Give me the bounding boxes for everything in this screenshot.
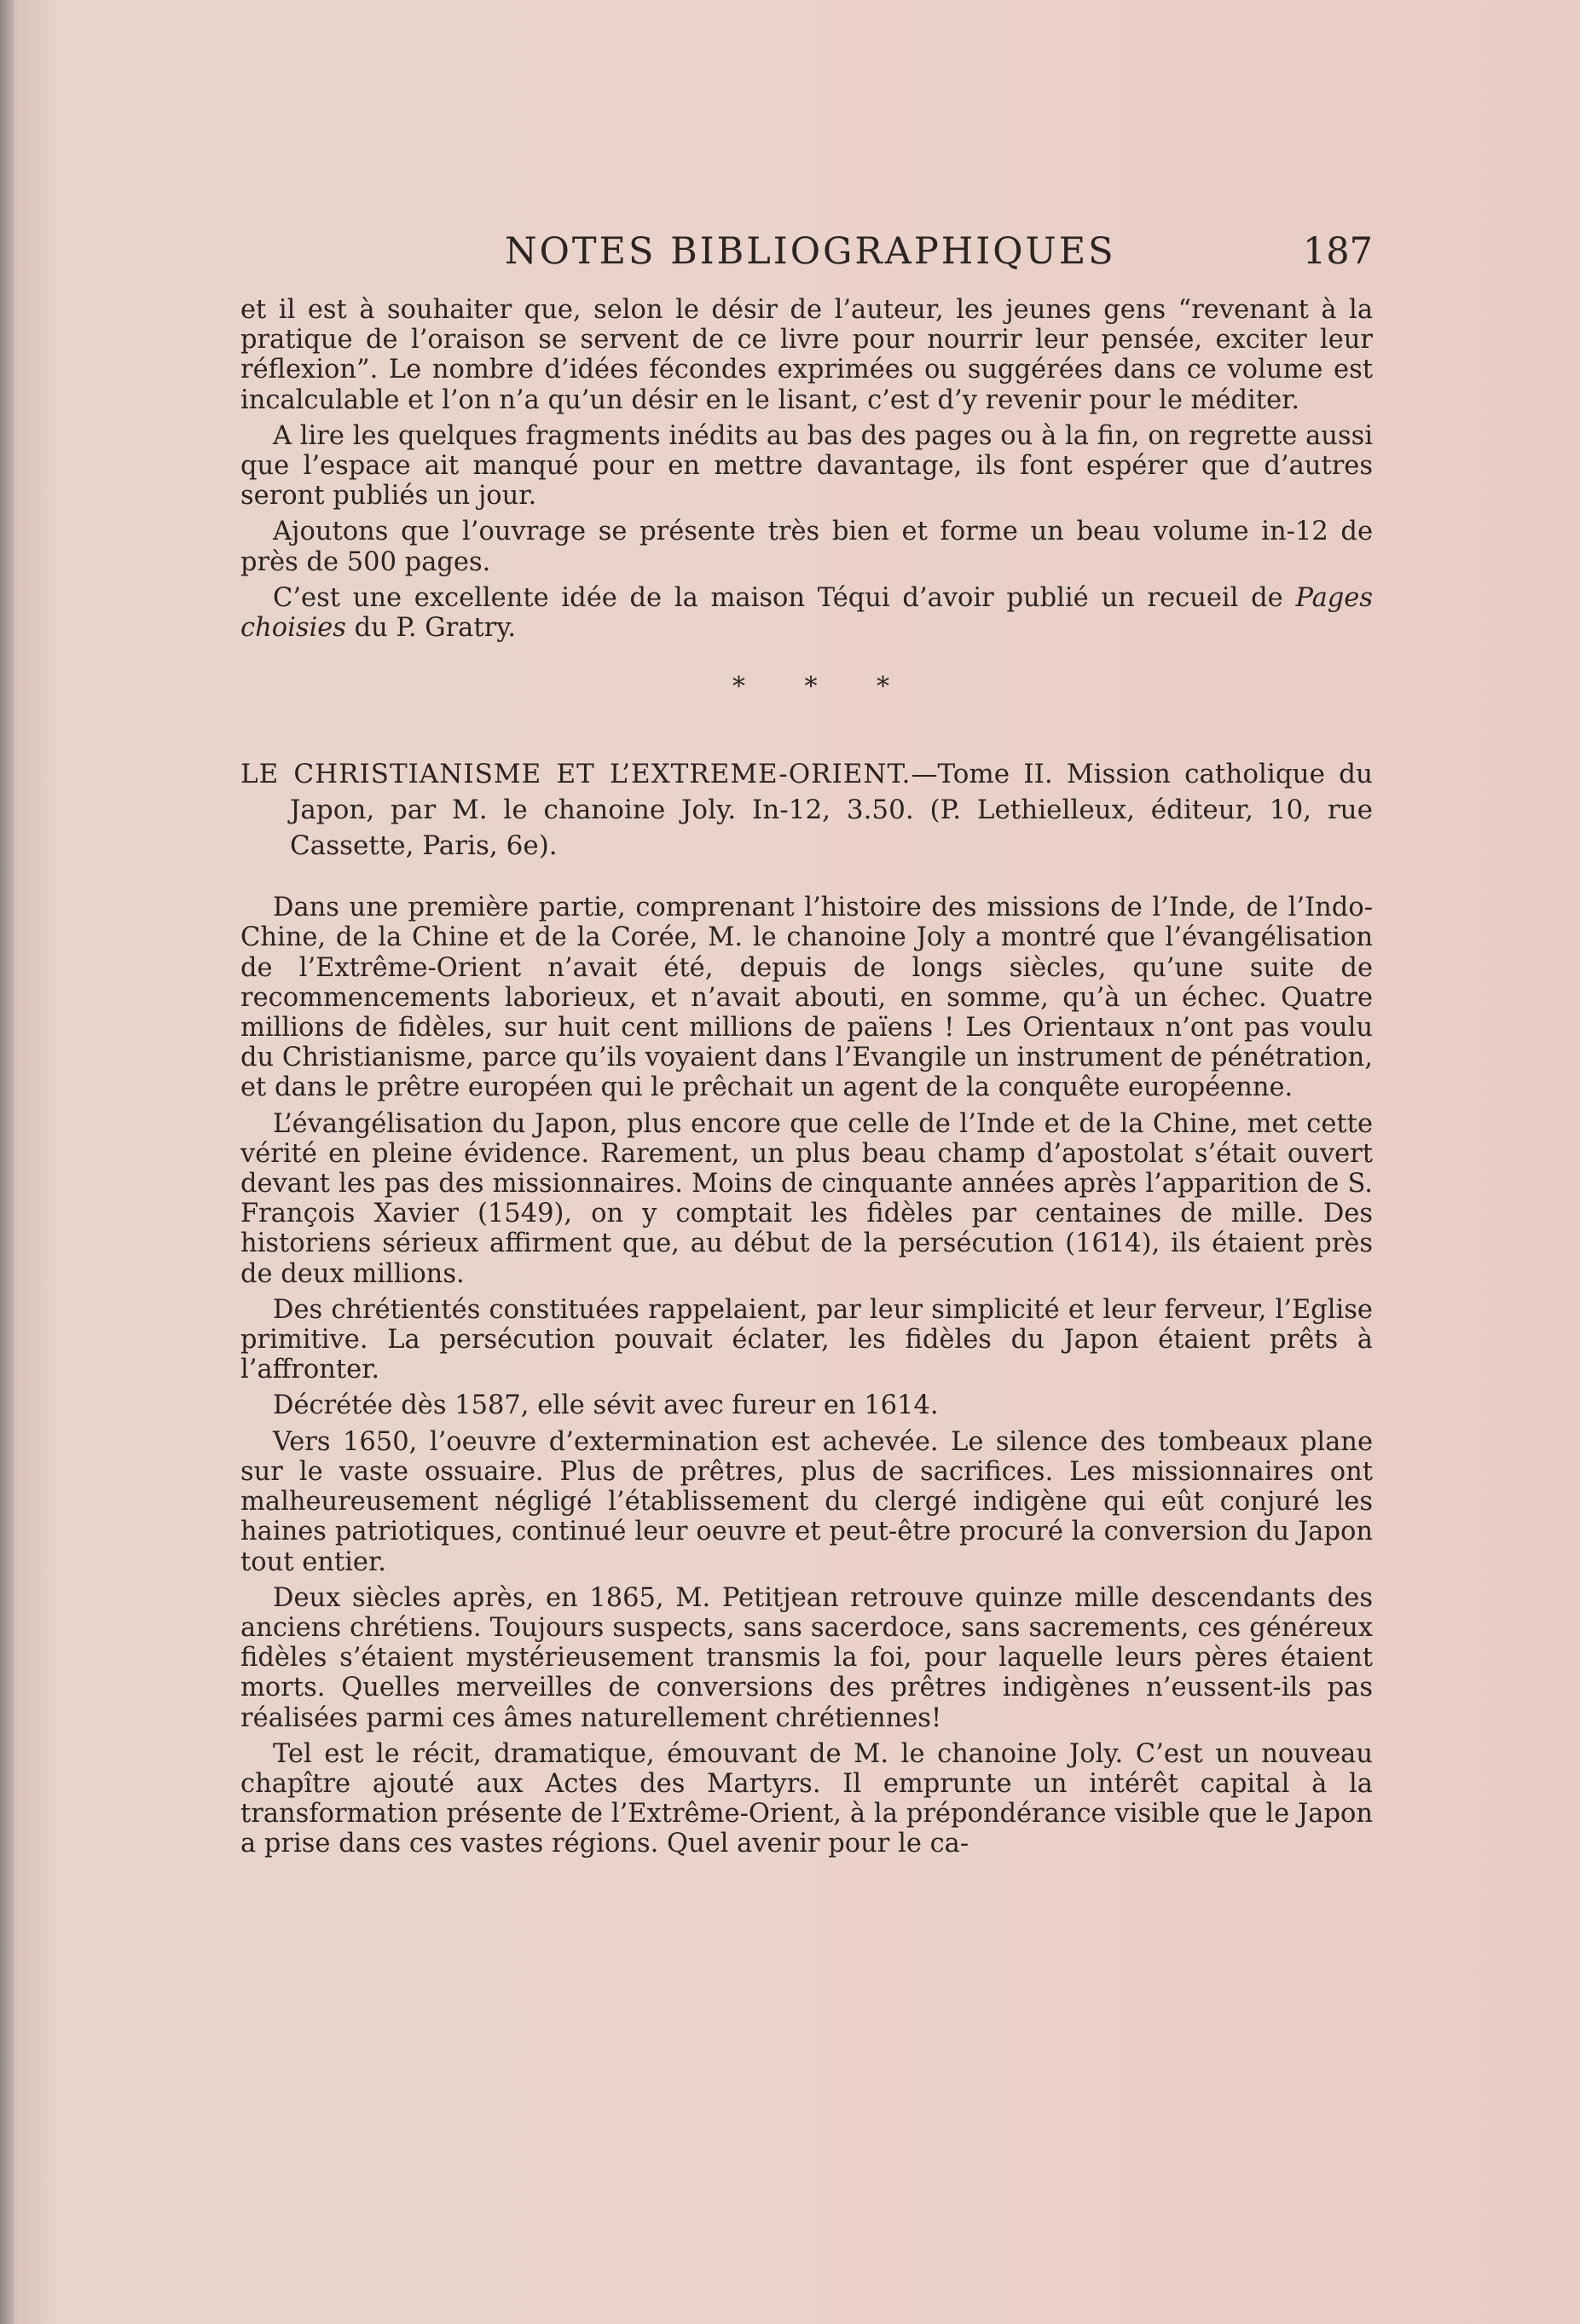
binding-edge: [0, 0, 14, 2324]
intro-paragraph-1: et il est à souhaiter que, selon le désir de l’auteur, les jeunes gens “revenant à la pratique de l’oraison se servent de ce livre pour nourrir leur pensée, exciter leur réflexion”. Le nombre d’idées fécondes exprimées ou suggérées dans ce volume est incalculable et l’on n’a qu’un désir en le lisant, c’est d’y revenir pour le méditer.: [240, 295, 1373, 415]
running-title: NOTES BIBLIOGRAPHIQUES: [505, 230, 1116, 273]
closing-text-before: C’est une excellente idée de la maison Téqui d’avoir publié un recueil de: [273, 582, 1296, 613]
running-head: [240, 230, 1373, 290]
closing-paragraph: [240, 583, 1373, 643]
closing-text-after: du P. Gratry.: [345, 613, 517, 644]
book-title-italic: Pages choisies: [240, 582, 1373, 644]
entry-title: LE CHRISTIANISME ET L’EXTREME-ORIENT.: [240, 759, 912, 790]
book-page: [240, 230, 1373, 1865]
bibliographic-entry: [240, 756, 1373, 864]
review-paragraph-5: Vers 1650, l’oeuvre d’extermination est achevée. Le silence des tombeaux plane sur le vaste ossuaire. Plus de prêtres, plus de sacrifices. Les missionnaires ont malheureusement négligé l’établissement du clergé indigène qui eût conjuré les haines patriotiques, continué leur oeuvre et peut-être procuré la conversion du Japon tout entier.: [240, 1426, 1373, 1577]
intro-paragraph-3: Ajoutons que l’ouvrage se présente très bien et forme un beau volume in-12 de près de 500 pages.: [240, 517, 1373, 577]
section-separator: * * *: [732, 672, 916, 702]
review-paragraph-1: Dans une première partie, comprenant l’histoire des missions de l’Inde, de l’Indo-Chine, de la Chine et de la Corée, M. le chanoine Joly a montré que l’évangélisation de l’Extrême-Orient n’avait été, depuis de longs siècles, qu’une suite de recommencements laborieux, et n’avait abouti, en somme, qu’à un échec. Quatre millions de fidèles, sur huit cent millions de païens ! Les Orientaux n’ont pas voulu du Christianisme, parce qu’ils voyaient dans l’Evangile un instrument de pénétration, et dans le prêtre européen qui le prêchait un agent de la conquête européenne.: [240, 893, 1373, 1103]
page-number: 187: [1302, 230, 1373, 273]
intro-section: [240, 295, 1373, 643]
intro-paragraph-2: A lire les quelques fragments inédits au bas des pages ou à la fin, on regrette aussi que l’espace ait manqué pour en mettre davantage, ils font espérer que d’autres seront publiés un jour.: [240, 420, 1373, 512]
review-section: [240, 893, 1373, 1859]
review-paragraph-4: Décrétée dès 1587, elle sévit avec fureur en 1614.: [273, 1390, 939, 1421]
review-paragraph-2: L’évangélisation du Japon, plus encore que celle de l’Inde et de la Chine, met cette vérité en pleine évidence. Rarement, un plus beau champ d’apostolat s’était ouvert devant les pas des missionnaires. Moins de cinquante années après l’apparition de S. François Xavier (1549), on y comptait les fidèles par centaines de mille. Des historiens sérieux affirment que, au début de la persécution (1614), ils étaient près de deux millions.: [240, 1108, 1373, 1289]
review-paragraph-6: Deux siècles après, en 1865, M. Petitjean retrouve quinze mille descendants des anciens chrétiens. Toujours suspects, sans sacerdoce, sans sacrements, ces généreux fidèles s’étaient mystérieusement transmis la foi, pour laquelle leurs pères étaient morts. Quelles merveilles de conversions des prêtres indigènes n’eussent-ils pas réalisées parmi ces âmes naturellement chrétiennes!: [240, 1582, 1373, 1733]
entry-details: —Tome II. Mission catholique du Japon, par M. le chanoine Joly. In-12, 3.50. (P. Lethielleux, éditeur, 10, rue Cassette, Paris, 6e).: [290, 759, 1373, 862]
review-paragraph-3: Des chrétientés constituées rappelaient, par leur simplicité et leur ferveur, l’Eglise primitive. La persécution pouvait éclater, les fidèles du Japon étaient prêts à l’affronter.: [240, 1294, 1373, 1385]
review-paragraph-7: Tel est le récit, dramatique, émouvant de M. le chanoine Joly. C’est un nouveau chapître ajouté aux Actes des Martyrs. Il emprunte un intérêt capital à la transformation présente de l’Extrême-Orient, à la prépondérance visible que le Japon a prise dans ces vastes régions. Quel avenir pour le ca-: [240, 1738, 1373, 1859]
